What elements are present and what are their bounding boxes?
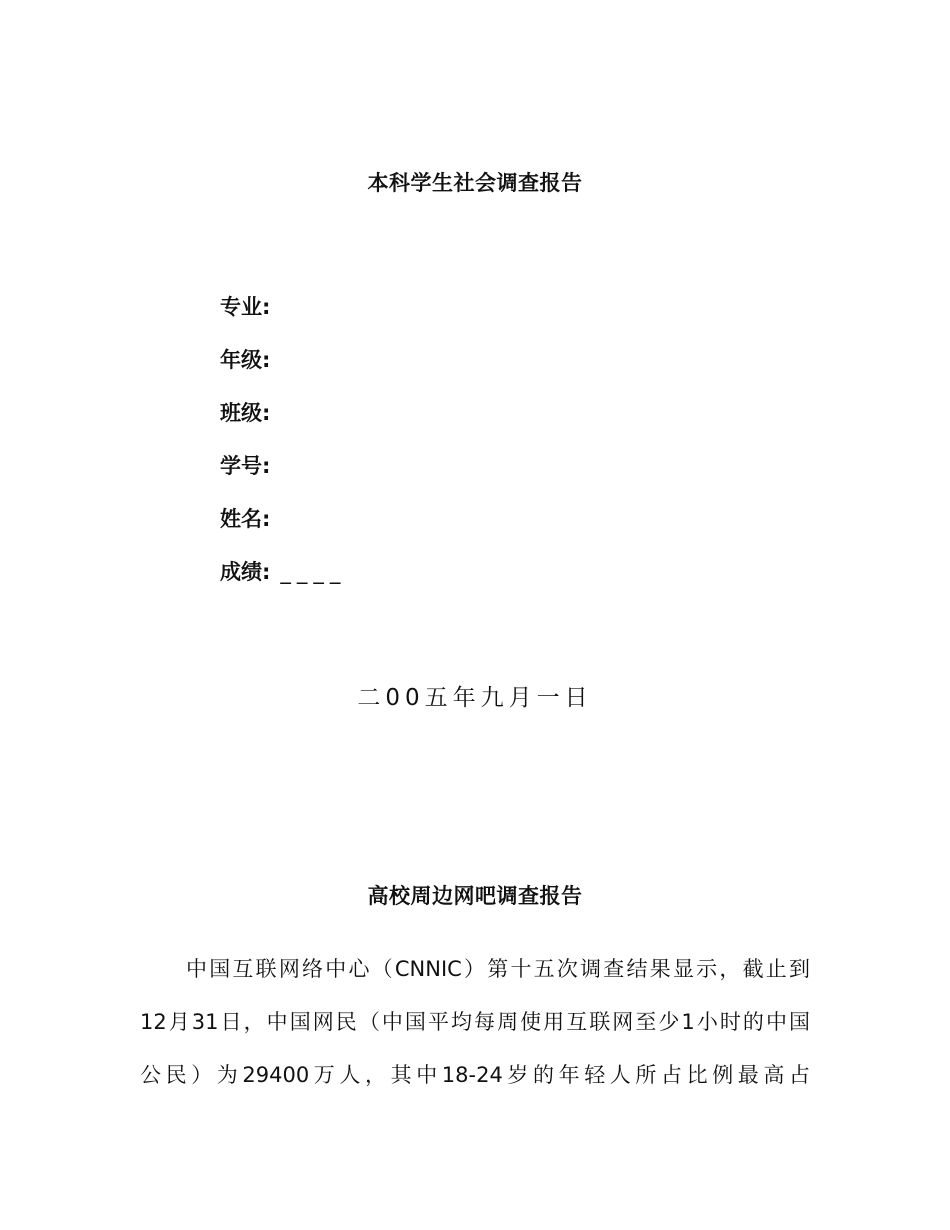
body-line: 中国互联网络中心（CNNIC）第十五次调查结果显示，截止到 [186,957,810,981]
field-class [220,398,346,451]
body-line: 公民）为29400万人，其中18-24岁的年轻人所占比例最高占 [140,1063,810,1087]
field-label: 专业: [220,295,271,319]
cover-field-list [220,292,346,610]
field-value: ____ [280,560,347,584]
cover-date: 二00五年九月一日 [357,685,593,711]
body-line: 12月31日，中国网民（中国平均每周使用互联网至少1小时的中国 [140,1010,810,1034]
field-label: 姓名: [220,507,271,531]
field-grade [220,345,346,398]
field-label: 班级: [220,401,271,425]
field-label: 年级: [220,348,271,372]
report-body [140,953,810,1112]
field-student-id [220,451,346,504]
report-title: 高校周边网吧调查报告 [367,884,583,908]
field-label: 成绩: [220,560,271,584]
field-label: 学号: [220,454,271,478]
field-score [220,557,346,610]
field-name [220,504,346,557]
field-major [220,292,346,345]
cover-title: 本科学生社会调查报告 [367,171,583,195]
